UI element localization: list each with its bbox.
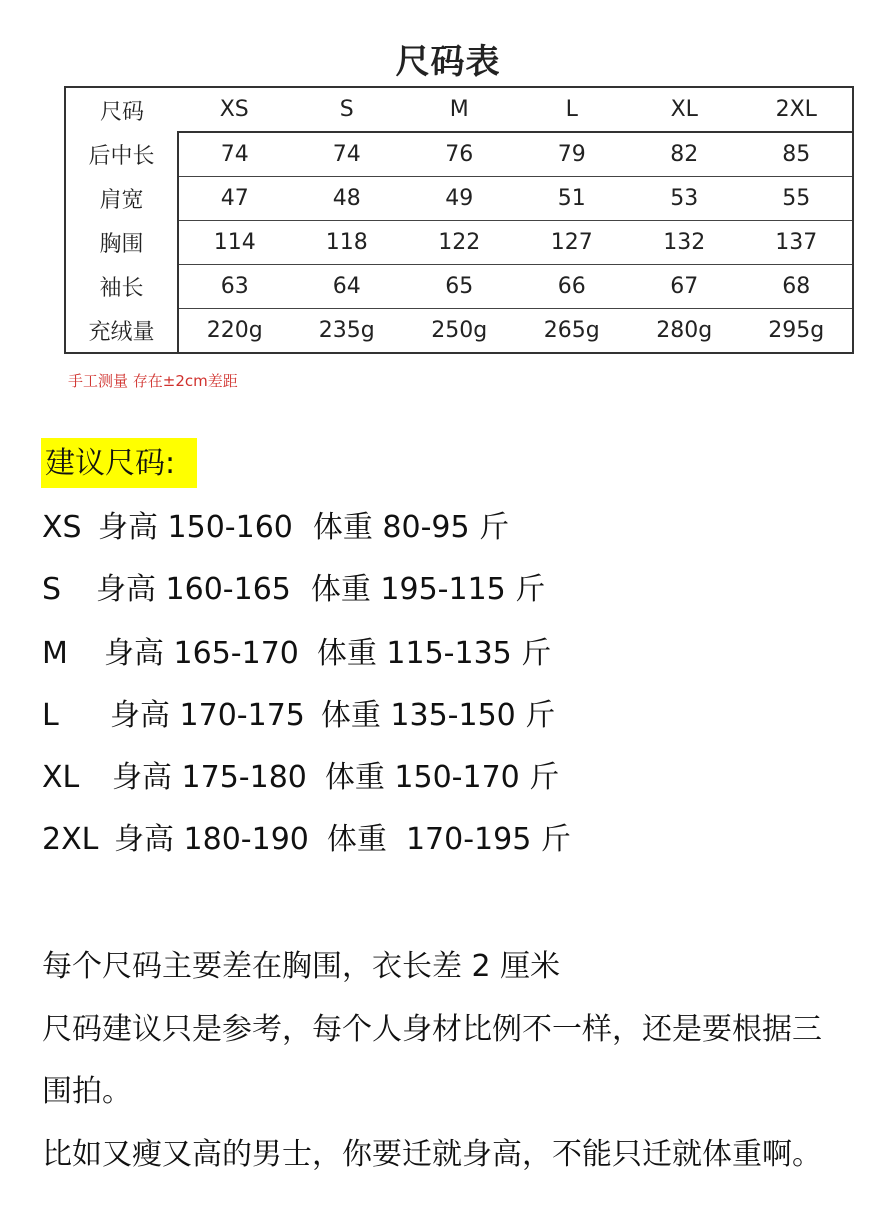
row-label: 后中长 [65, 132, 178, 177]
height-range: 身高 165-170 [104, 636, 299, 671]
table-cell: 79 [516, 132, 629, 177]
table-header-row [65, 87, 853, 132]
size-chart-title: 尺码表 [395, 42, 501, 82]
recommendation-title: 建议尺码: [41, 438, 197, 488]
height-range: 身高 180-190 [114, 822, 309, 857]
table-cell: 114 [178, 221, 291, 265]
recommendation-line [42, 698, 555, 734]
table-cell: 74 [178, 132, 291, 177]
advice-paragraph: 每个尺码主要差在胸围，衣长差 2 厘米 [42, 949, 561, 984]
table-header-cell: M [449, 97, 469, 122]
weight-range: 体重 195-115 斤 [310, 572, 546, 607]
table-cell: 250g [403, 309, 516, 354]
table-cell: 67 [628, 265, 741, 309]
size-label: M [42, 636, 68, 671]
table-cell: 295g [741, 309, 854, 354]
table-row [65, 221, 853, 265]
weight-range: 体重 135-150 斤 [320, 698, 556, 733]
weight-range: 体重 170-195 斤 [326, 822, 571, 857]
table-cell: 51 [516, 177, 629, 221]
recommendation-line [42, 760, 559, 796]
table-cell: 55 [741, 177, 854, 221]
height-range: 身高 150-160 [98, 510, 293, 545]
size-label: 2XL [42, 822, 99, 857]
table-cell: 220g [178, 309, 291, 354]
table-header-cell: S [339, 97, 354, 122]
table-cell: 76 [403, 132, 516, 177]
table-cell: 137 [741, 221, 854, 265]
table-cell: 63 [178, 265, 291, 309]
table-row [65, 177, 853, 221]
recommendation-line [42, 510, 509, 546]
table-cell: 265g [516, 309, 629, 354]
measurement-note: 手工测量 存在±2cm差距 [68, 372, 238, 390]
table-cell: 85 [741, 132, 854, 177]
weight-range: 体重 150-170 斤 [324, 760, 560, 795]
recommendation-line [42, 572, 545, 608]
height-range: 身高 170-175 [110, 698, 305, 733]
table-cell: 64 [291, 265, 404, 309]
table-cell: 48 [291, 177, 404, 221]
row-label: 充绒量 [65, 309, 178, 354]
table-header-cell: 尺码 [99, 99, 144, 125]
size-label: XS [42, 510, 82, 545]
size-label: XL [42, 760, 80, 795]
table-cell: 47 [178, 177, 291, 221]
height-range: 身高 175-180 [112, 760, 307, 795]
recommendation-line [42, 822, 571, 858]
table-cell: 49 [403, 177, 516, 221]
table-cell: 82 [628, 132, 741, 177]
table-cell: 118 [291, 221, 404, 265]
table-cell: 74 [291, 132, 404, 177]
table-cell: 53 [628, 177, 741, 221]
table-cell: 122 [403, 221, 516, 265]
table-row [65, 265, 853, 309]
table-row [65, 309, 853, 354]
table-cell: 280g [628, 309, 741, 354]
advice-paragraph: 比如又瘦又高的男士，你要迁就身高，不能只迁就体重啊。 [42, 1137, 822, 1172]
table-cell: 127 [516, 221, 629, 265]
height-range: 身高 160-165 [96, 572, 291, 607]
table-header-cell: 2XL [775, 97, 817, 122]
size-label: L [42, 698, 59, 733]
table-row [65, 132, 853, 177]
weight-range: 体重 80-95 斤 [312, 510, 510, 545]
table-header-cell: XL [670, 97, 698, 122]
table-cell: 66 [516, 265, 629, 309]
table-cell: 132 [628, 221, 741, 265]
row-label: 袖长 [65, 265, 178, 309]
table-header-cell: L [565, 97, 578, 122]
recommendation-line [42, 636, 551, 672]
advice-paragraph: 尺码建议只是参考，每个人身材比例不一样，还是要根据三 [42, 1012, 822, 1047]
table-cell: 65 [403, 265, 516, 309]
size-table [64, 86, 854, 354]
row-label: 肩宽 [65, 177, 178, 221]
row-label: 胸围 [65, 221, 178, 265]
weight-range: 体重 115-135 斤 [316, 636, 552, 671]
table-cell: 235g [291, 309, 404, 354]
table-header-cell: XS [219, 97, 249, 122]
size-label: S [42, 572, 62, 607]
advice-paragraph: 围拍。 [42, 1074, 132, 1109]
table-cell: 68 [741, 265, 854, 309]
